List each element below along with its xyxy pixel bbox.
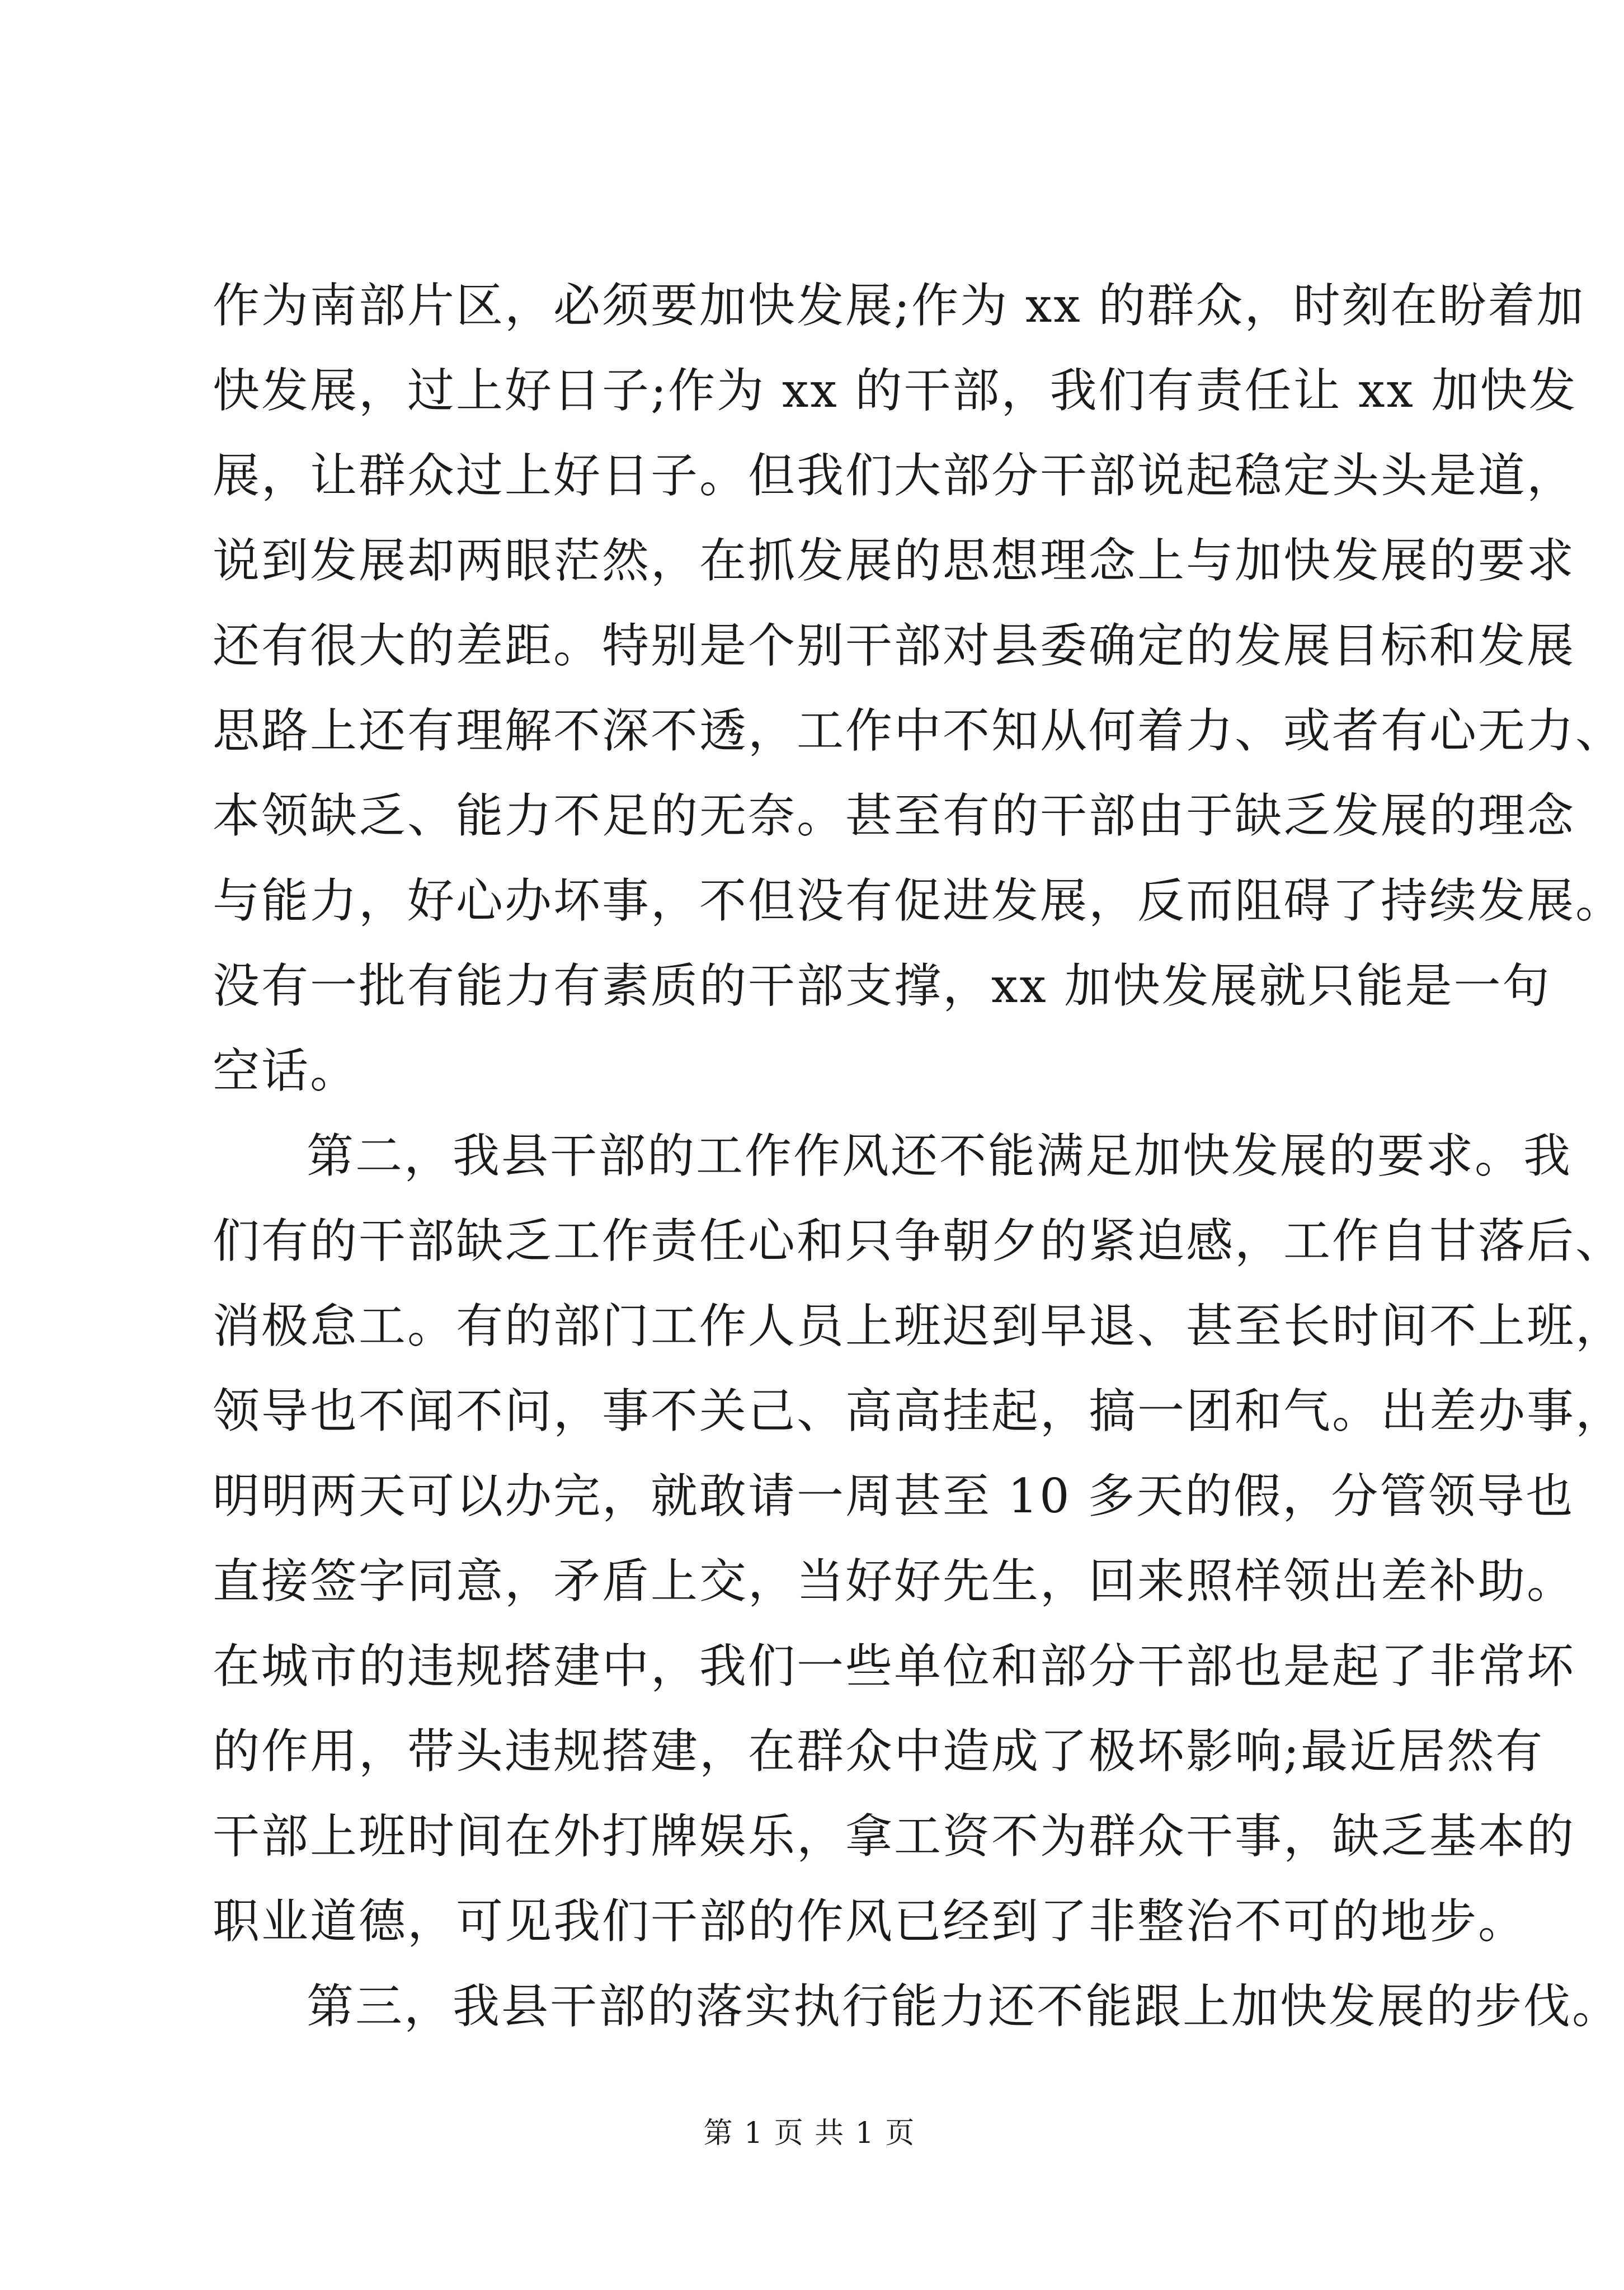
paragraph-start-line: 第三，我县干部的落实执行能力还不能跟上加快发展的步伐。 — [307, 1979, 1621, 2034]
page-footer: 第 1 页 共 1 页 — [703, 2117, 916, 2150]
text-line: 本领缺乏、能力不足的无奈。甚至有的干部由于缺乏发展的理念 — [213, 788, 1576, 843]
text-line: 消极怠工。有的部门工作人员上班迟到早退、甚至长时间不上班， — [213, 1299, 1624, 1353]
text-line: 作为南部片区，必须要加快发展;作为 xx 的群众，时刻在盼着加 — [213, 278, 1585, 333]
text-line: 展，让群众过上好日子。但我们大部分干部说起稳定头头是道， — [213, 448, 1576, 503]
text-line: 干部上班时间在外打牌娱乐，拿工资不为群众干事，缺乏基本的 — [213, 1809, 1576, 1864]
text-line: 职业道德，可见我们干部的作风已经到了非整治不可的地步。 — [213, 1894, 1527, 1949]
paragraph-start-line: 第二，我县干部的工作作风还不能满足加快发展的要求。我 — [307, 1128, 1573, 1183]
text-line: 空话。 — [213, 1043, 359, 1098]
document-body — [213, 263, 1624, 2049]
text-line: 在城市的违规搭建中，我们一些单位和部分干部也是起了非常坏 — [213, 1639, 1576, 1694]
text-line: 说到发展却两眼茫然，在抓发展的思想理念上与加快发展的要求 — [213, 533, 1576, 588]
text-line: 还有很大的差距。特别是个别干部对县委确定的发展目标和发展 — [213, 618, 1576, 673]
text-line: 思路上还有理解不深不透，工作中不知从何着力、或者有心无力、 — [213, 703, 1624, 758]
text-line: 直接签字同意，矛盾上交，当好好先生，回来照样领出差补助。 — [213, 1554, 1576, 1609]
text-line: 明明两天可以办完，就敢请一周甚至 10 多天的假，分管领导也 — [213, 1469, 1575, 1523]
text-line: 领导也不闻不问，事不关己、高高挂起，搞一团和气。出差办事， — [213, 1384, 1624, 1438]
text-line: 没有一批有能力有素质的干部支撑，xx 加快发展就只能是一句 — [213, 958, 1551, 1013]
text-line: 快发展，过上好日子;作为 xx 的干部，我们有责任让 xx 加快发 — [213, 363, 1578, 418]
text-line: 们有的干部缺乏工作责任心和只争朝夕的紧迫感，工作自甘落后、 — [213, 1214, 1624, 1268]
text-line: 的作用，带头违规搭建，在群众中造成了极坏影响;最近居然有 — [213, 1724, 1545, 1779]
text-line: 与能力，好心办坏事，不但没有促进发展，反而阻碍了持续发展。 — [213, 873, 1624, 928]
